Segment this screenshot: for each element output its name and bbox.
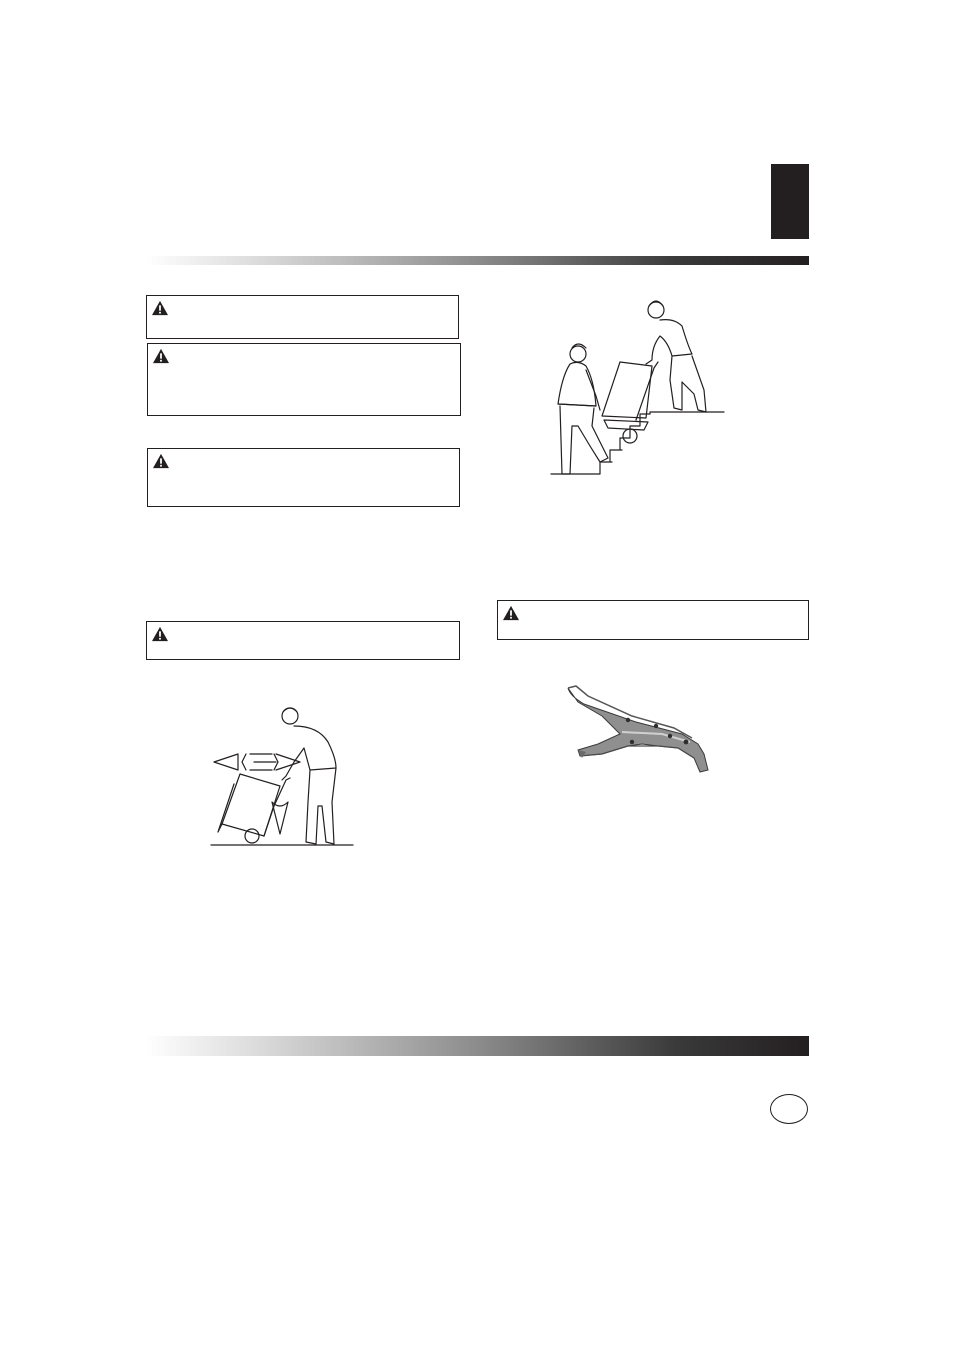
warning-triangle-icon — [152, 348, 170, 364]
warning-box-2 — [147, 343, 461, 416]
footer-gradient-bar — [145, 1036, 809, 1056]
locking-pliers-photo — [562, 682, 712, 776]
warning-triangle-icon — [152, 453, 170, 469]
page-number-badge — [770, 1094, 808, 1124]
warning-triangle-icon — [151, 300, 169, 316]
warning-box-5 — [497, 600, 809, 640]
warning-triangle-icon — [151, 626, 169, 642]
language-tab — [771, 164, 809, 239]
tilting-trolley-illustration — [210, 702, 356, 848]
warning-box-3 — [147, 448, 460, 507]
header-gradient-bar — [145, 256, 809, 265]
warning-box-4 — [146, 621, 460, 660]
warning-triangle-icon — [502, 605, 520, 621]
stairs-carrying-illustration — [548, 296, 728, 478]
warning-box-1 — [146, 295, 459, 339]
